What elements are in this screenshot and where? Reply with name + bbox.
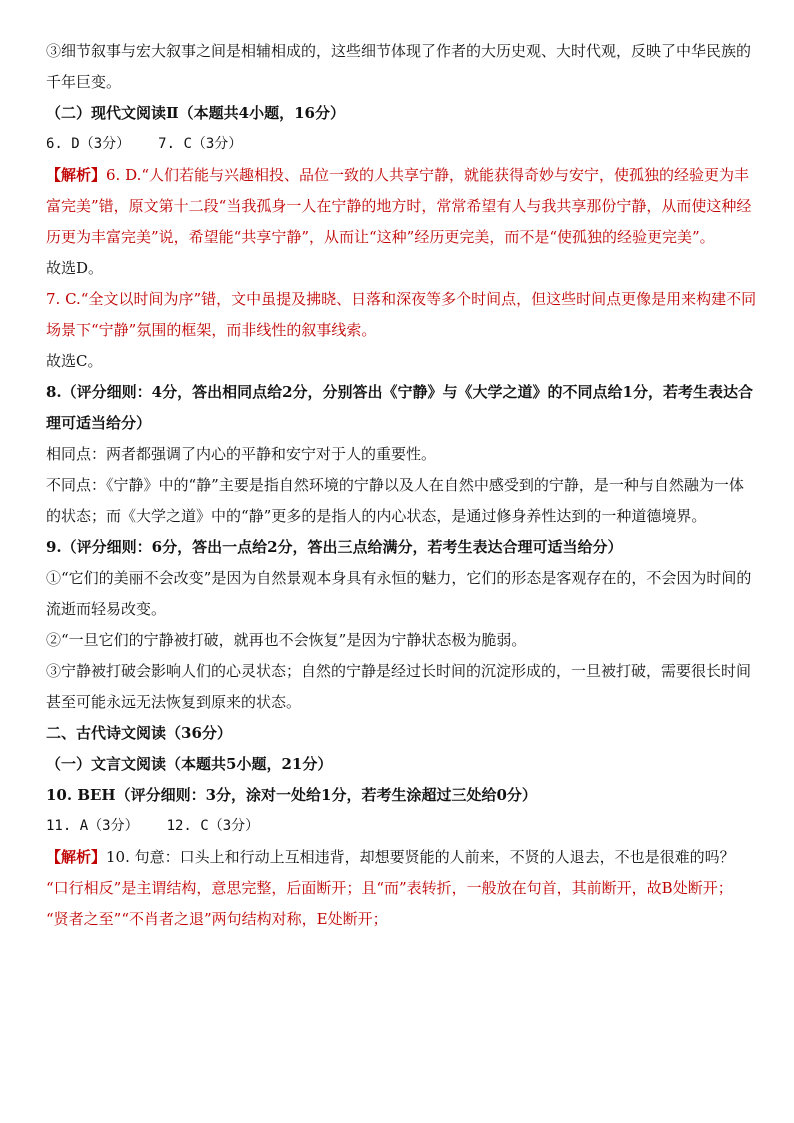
analysis-tag-2: 【解析】 [46, 848, 107, 866]
answers-11-12 [46, 811, 758, 842]
q9-point3: ③宁静被打破会影响人们的心灵状态；自然的宁静是经过长时间的沉淀形成的，一旦被打破，需要很长时间甚至可能永远无法恢复到原来的状态。 [46, 662, 752, 711]
section-heading-classical: 二、古代诗文阅读（36分） [46, 724, 232, 742]
analysis-q6-text: 6. D.“人们若能与兴趣相投、品位一致的人共享宁静，就能获得奇妙与安宁，使孤独的经验更为丰富完美”错，原文第十二段“当我孤身一人在宁静的地方时，常常希望有人与我共享那份宁静，从而使这种经历更为丰富完美”说，希望能“共享宁静”，从而让“这种”经历更完美，而不是“使孤独的经验更完美”。 [46, 166, 752, 246]
q9-point2: ②“一旦它们的宁静被打破，就再也不会恢复”是因为宁静状态极为脆弱。 [46, 631, 527, 649]
answer-7: 7. C（3分） [158, 136, 243, 152]
q8-difference: 不同点：《宁静》中的“静”主要是指自然环境的宁静以及人在自然中感受到的宁静，是一种与自然融为一体的状态；而《大学之道》中的“静”更多的是指人的内心状态，是通过修身养性达到的一种道德境界。 [46, 476, 744, 525]
q9-scoring-rule: 9.（评分细则：6分，答出一点给2分，答出三点给满分，若考生表达合理可适当给分） [46, 538, 623, 556]
section-heading-classical-prose: （一）文言文阅读（本题共5小题，21分） [46, 755, 333, 773]
analysis-q10 [46, 842, 758, 873]
answer-6: 6. D（3分） [46, 136, 131, 152]
answer-12: 12. C（3分） [166, 818, 260, 834]
answers-6-7 [46, 129, 758, 160]
analysis-tag: 【解析】 [46, 166, 107, 184]
choice-q7: 故选C。 [46, 352, 103, 370]
paragraph-q5-point3: ③细节叙事与宏大叙事之间是相辅相成的，这些细节体现了作者的大历史观、大时代观，反映了中华民族的千年巨变。 [46, 42, 752, 91]
q8-similarity: 相同点：两者都强调了内心的平静和安宁对于人的重要性。 [46, 445, 437, 463]
q9-point1: ①“它们的美丽不会改变”是因为自然景观本身具有永恒的魅力，它们的形态是客观存在的，不会因为时间的流逝而轻易改变。 [46, 569, 752, 618]
analysis-q10-e: “贤者之至”“不肖者之退”两句结构对称，E处断开； [46, 910, 388, 928]
choice-q6: 故选D。 [46, 259, 104, 277]
q10-scoring-rule: 10. BEH（评分细则：3分，涂对一处给1分，若考生涂超过三处给0分） [46, 786, 537, 804]
document-page [46, 36, 758, 935]
analysis-q6 [46, 160, 758, 253]
answer-11: 11. A（3分） [46, 818, 139, 834]
q8-scoring-rule: 8.（评分细则：4分，答出相同点给2分，分别答出《宁静》与《大学之道》的不同点给1分，若考生表达合理可适当给分） [46, 383, 753, 432]
analysis-q10-text: 10. 句意：口头上和行动上互相违背，却想要贤能的人前来，不贤的人退去，不也是很难的吗？ [106, 848, 735, 866]
analysis-q7: 7. C.“全文以时间为序”错，文中虽提及拂晓、日落和深夜等多个时间点，但这些时间点更像是用来构建不同场景下“宁静”氛围的框架，而非线性的叙事线索。 [46, 290, 757, 339]
section-heading-modern-reading-2: （二）现代文阅读Ⅱ（本题共4小题，16分） [46, 104, 345, 122]
analysis-q10-b: “口行相反”是主谓结构，意思完整，后面断开；且“而”表转折，一般放在句首，其前断开，故B处断开； [46, 879, 733, 897]
